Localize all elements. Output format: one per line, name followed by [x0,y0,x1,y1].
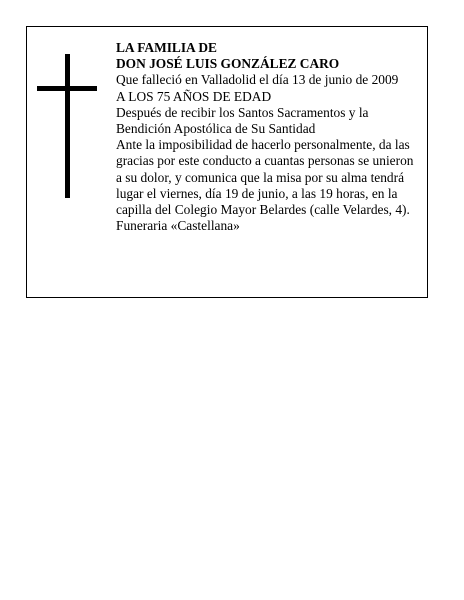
sacraments-line: Bendición Apostólica de Su Santidad [116,121,316,137]
funeral-home: Funeraria «Castellana» [116,218,240,234]
latin-cross-icon [37,54,97,198]
notice-text [116,40,428,234]
family-heading: LA FAMILIA DE [116,40,217,55]
cross-horizontal-bar [37,86,97,91]
sacraments-line: Después de recibir los Santos Sacramentos y la [116,104,369,120]
deceased-name: DON JOSÉ LUIS GONZÁLEZ CARO [116,56,340,72]
death-date-line: Que falleció en Valladolid el día 13 de junio de 2009 [116,72,399,88]
body-line: lugar el viernes, día 19 de junio, a las 19 horas, en la [116,185,398,201]
body-line: Ante la imposibilidad de hacerlo personalmente, da las [116,137,410,153]
obituary-notice [26,26,428,298]
body-line: a su dolor, y comunica que la misa por su alma tendrá [116,169,405,185]
age-line: A LOS 75 AÑOS DE EDAD [116,88,272,104]
body-line: gracias por este conducto a cuantas personas se unieron [116,153,414,169]
body-line: capilla del Colegio Mayor Belardes (calle Velardes, 4). [116,202,410,218]
cross-vertical-bar [65,54,70,198]
